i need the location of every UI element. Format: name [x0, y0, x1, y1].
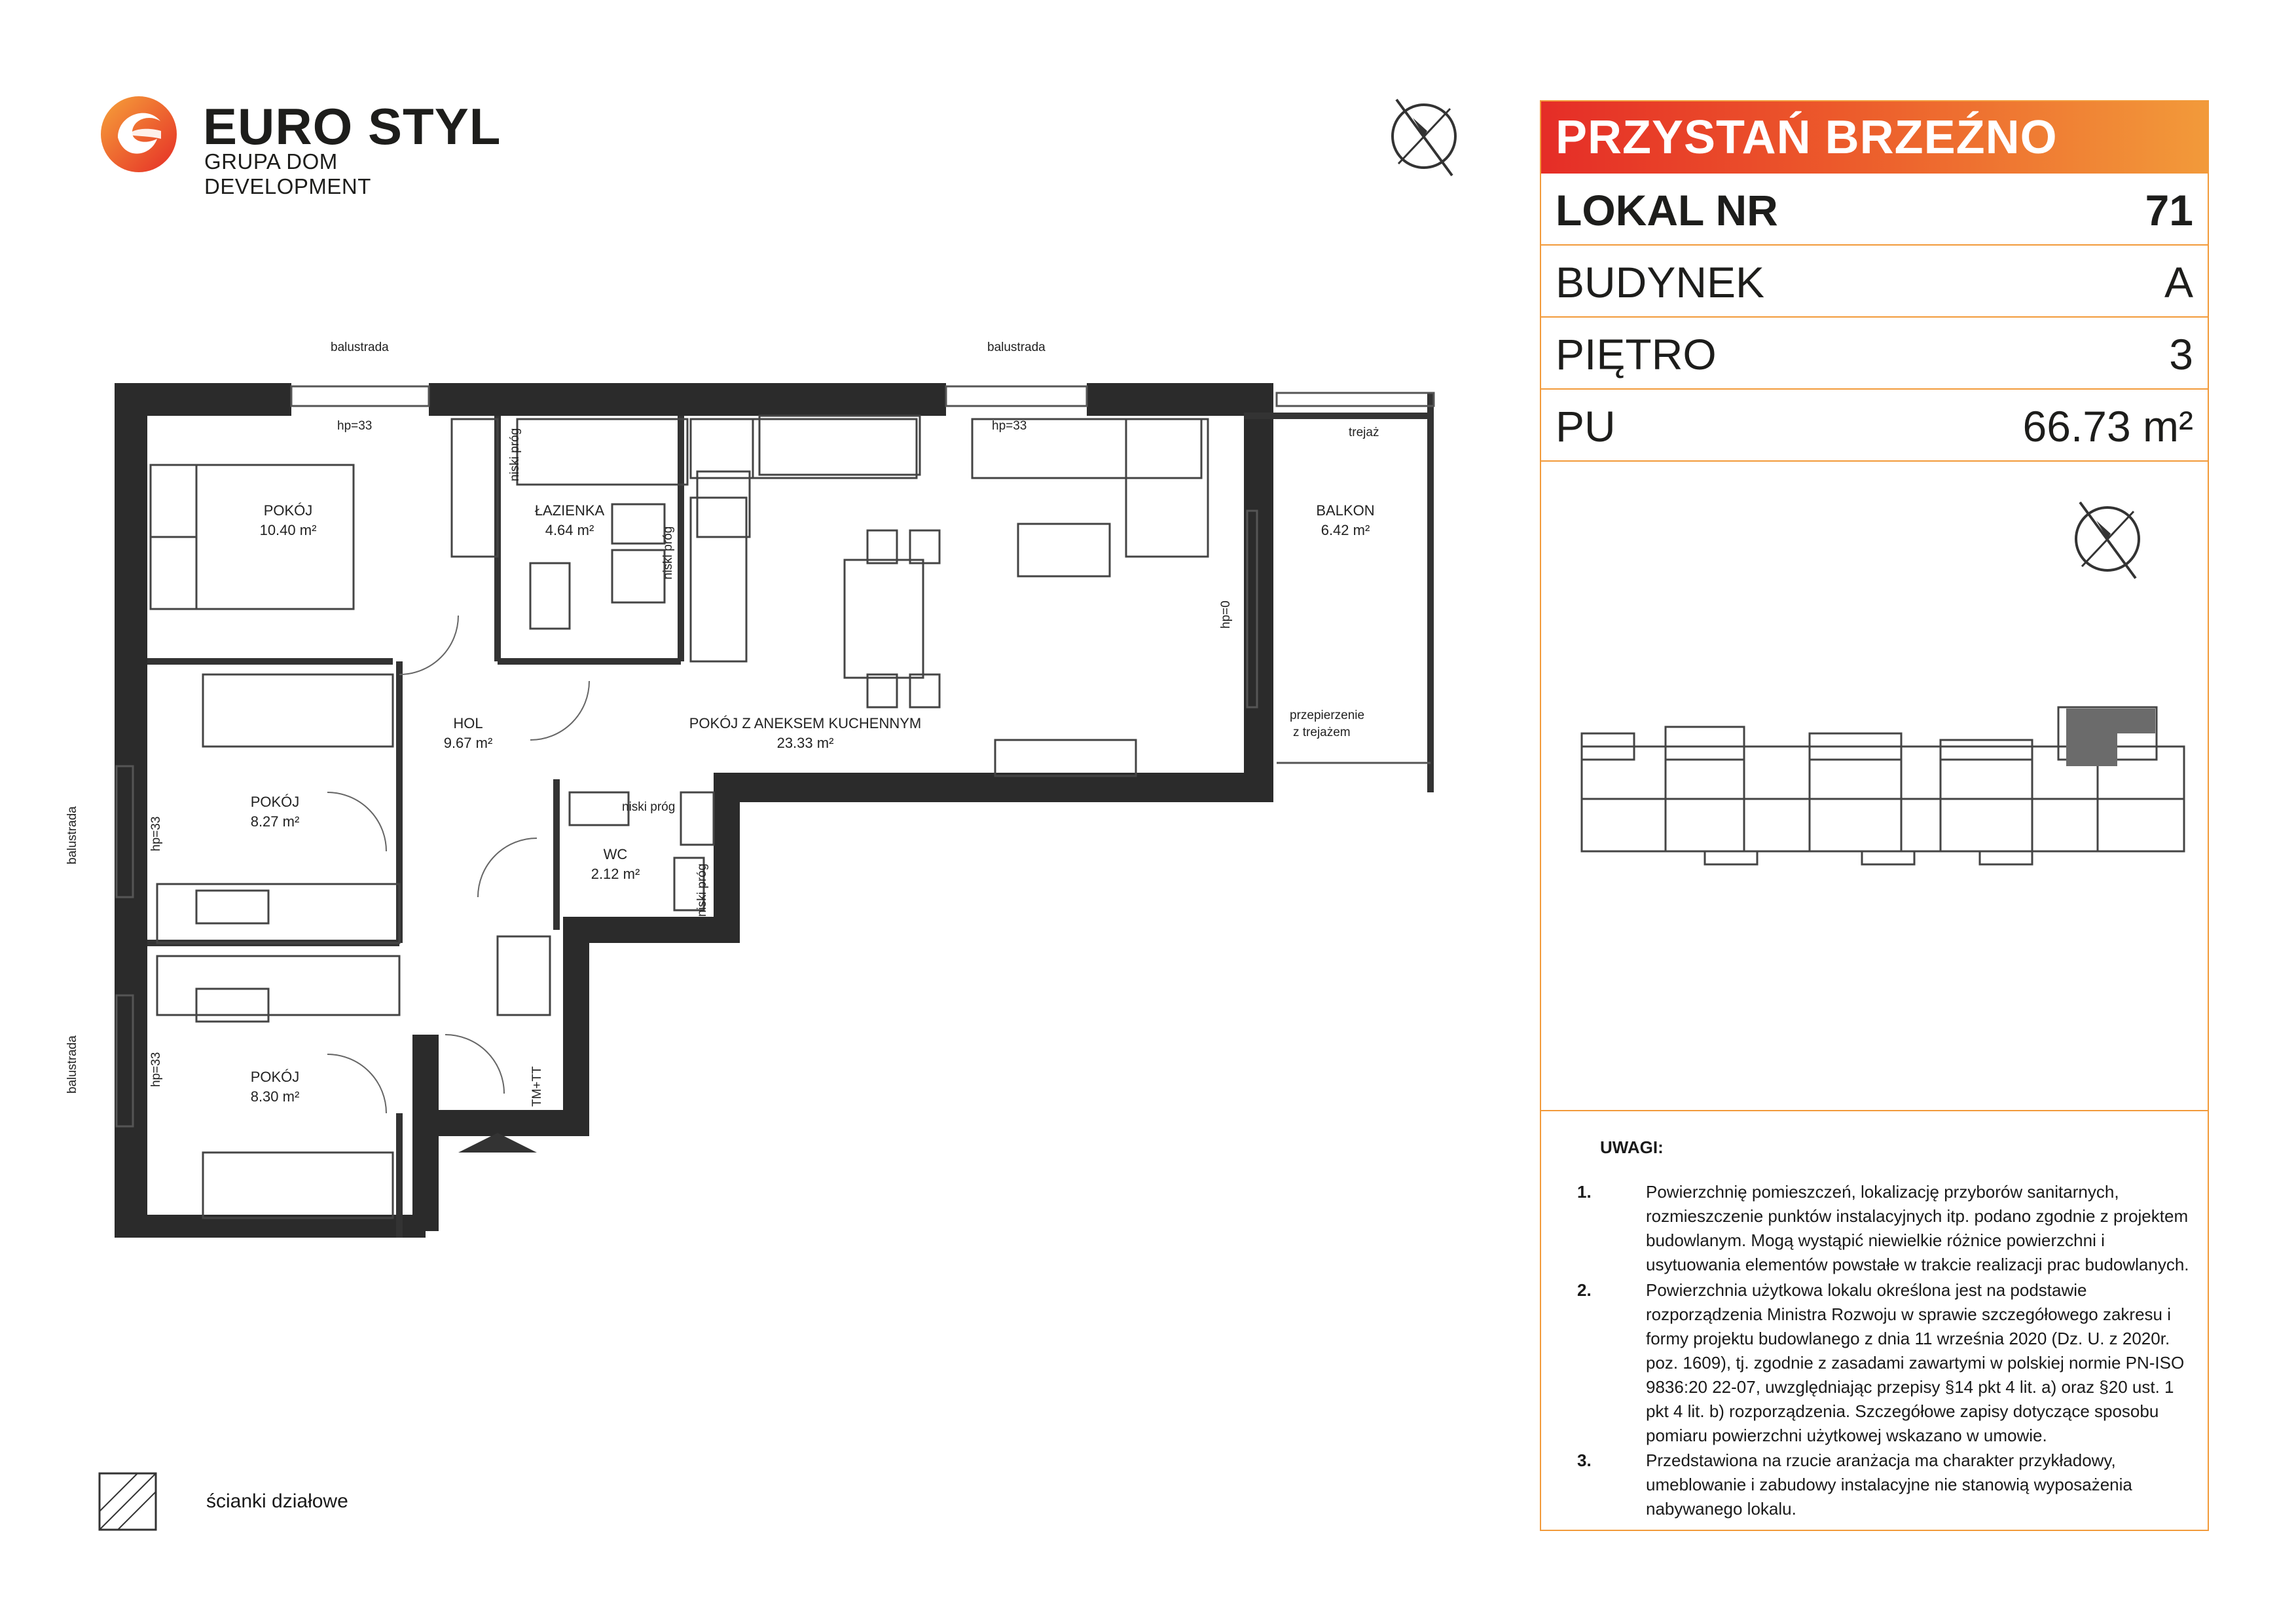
hp-label: hp=0 [1219, 600, 1233, 629]
row-value: 66.73 m² [2022, 402, 2193, 451]
note-text: Powierzchnia użytkowa lokalu określona jest na podstawie rozporządzenia Ministra Rozwoju w sprawie szczegółowego zakresu i formy projektu budowlanego z dnia 11 września 2020 (Dz. U. z 2020r. poz. 1609), tj. zgodnie z zasadami zawartymi w polskiej normie PN-ISO 9836:20 22-07, uwzględniając przepisy §14 pkt 4 lit. a) oraz §20 ust. 1 pkt 4 lit. b) rozporządzenia. Szczegółowe zapisy dotyczące sposobu pomiaru powierzchni użytkowej wskazano w umowie. [1646, 1280, 2185, 1445]
niski-prog-label: niski próg [695, 863, 709, 917]
trejaz-label: trejaż [1349, 426, 1379, 439]
legend-label: ścianki działowe [206, 1490, 348, 1512]
hp-label: hp=33 [149, 1052, 163, 1087]
hp-label: hp=33 [149, 816, 163, 851]
niski-prog-label: niski próg [661, 526, 675, 580]
balustrada-label: balustrada [987, 341, 1046, 354]
niski-prog-label: niski próg [622, 800, 676, 814]
room-name: POKÓJ [263, 502, 313, 519]
note-item [1577, 1278, 2186, 1449]
row-label: BUDYNEK [1556, 258, 1765, 306]
przepierzenie-label: przepierzenie [1290, 709, 1365, 722]
hp-label: hp=33 [337, 419, 373, 433]
room-label [426, 714, 511, 753]
row-label: PIĘTRO [1556, 330, 1717, 378]
note-item [1577, 1180, 2189, 1278]
room-area: 10.40 m² [259, 522, 317, 538]
row-value: A [2164, 258, 2193, 306]
room-area: 9.67 m² [443, 735, 493, 751]
room-name: BALKON [1316, 502, 1375, 519]
room-name: HOL [453, 715, 483, 731]
room-area: 6.42 m² [1321, 522, 1370, 538]
tm-tt-label: TM+TT [530, 1066, 544, 1107]
info-panel [1540, 100, 2209, 1531]
niski-prog-label: niski próg [508, 428, 522, 481]
room-label [229, 792, 321, 832]
room-area: 8.27 m² [250, 813, 300, 830]
note-number: 1. [1577, 1182, 1592, 1202]
room-name: POKÓJ [250, 1069, 300, 1085]
row-label: LOKAL NR [1556, 186, 1778, 234]
notes-section [1541, 1110, 2208, 1519]
row-pu [1541, 390, 2208, 462]
note-item [1577, 1449, 2186, 1524]
row-label: PU [1556, 402, 1616, 451]
row-budynek [1541, 246, 2208, 318]
z-trejazem-label: z trejażem [1293, 726, 1351, 739]
room-label [1300, 501, 1391, 540]
room-label [524, 501, 615, 540]
note-text: Przedstawiona na rzucie aranżacja ma charakter przykładowy, umeblowanie i zabudowy instalacyjne nie stanowią wyposażenia nabywanego lokalu. [1646, 1450, 2132, 1519]
room-label [236, 501, 340, 540]
compass-icon [2070, 494, 2145, 586]
balustrada-label: balustrada [65, 806, 79, 864]
row-value: 3 [2169, 330, 2193, 378]
brand-subtitle: GRUPA DOM DEVELOPMENT [204, 149, 371, 198]
note-number: 3. [1577, 1450, 1592, 1470]
row-lokal [1541, 174, 2208, 246]
notes-title: UWAGI: [1600, 1137, 1664, 1157]
room-name: POKÓJ [250, 794, 300, 810]
note-text: Powierzchnię pomieszczeń, lokalizację przyborów sanitarnych, rozmieszczenie punktów instalacyjnych itp. podano zgodnie z projektem budowlanym. Mogą wystąpić niewielkie różnice powierzchni i usytuowania elementów powstałe w trakcie realizacji prac budowlanych. [1646, 1182, 2189, 1274]
room-name: POKÓJ Z ANEKSEM KUCHENNYM [689, 715, 922, 731]
brand-name: EURO STYL [203, 98, 501, 155]
balustrada-label: balustrada [65, 1035, 79, 1094]
room-area: 23.33 m² [776, 735, 834, 751]
room-label [229, 1067, 321, 1107]
legend-hatch-icon [98, 1472, 157, 1531]
room-area: 4.64 m² [545, 522, 594, 538]
room-name: WC [603, 846, 628, 862]
hp-label: hp=33 [992, 419, 1027, 433]
room-name: ŁAZIENKA [534, 502, 605, 519]
note-number: 2. [1577, 1280, 1592, 1300]
room-label [576, 845, 655, 884]
room-area: 8.30 m² [250, 1088, 300, 1105]
row-value: 71 [2145, 186, 2193, 234]
balustrada-label: balustrada [331, 341, 389, 354]
project-title: PRZYSTAŃ BRZEŹNO [1556, 111, 2058, 164]
building-key-plan [1574, 694, 2196, 891]
project-title-bar [1541, 101, 2208, 174]
room-area: 2.12 m² [591, 866, 640, 882]
room-label [668, 714, 943, 753]
row-pietro [1541, 318, 2208, 390]
